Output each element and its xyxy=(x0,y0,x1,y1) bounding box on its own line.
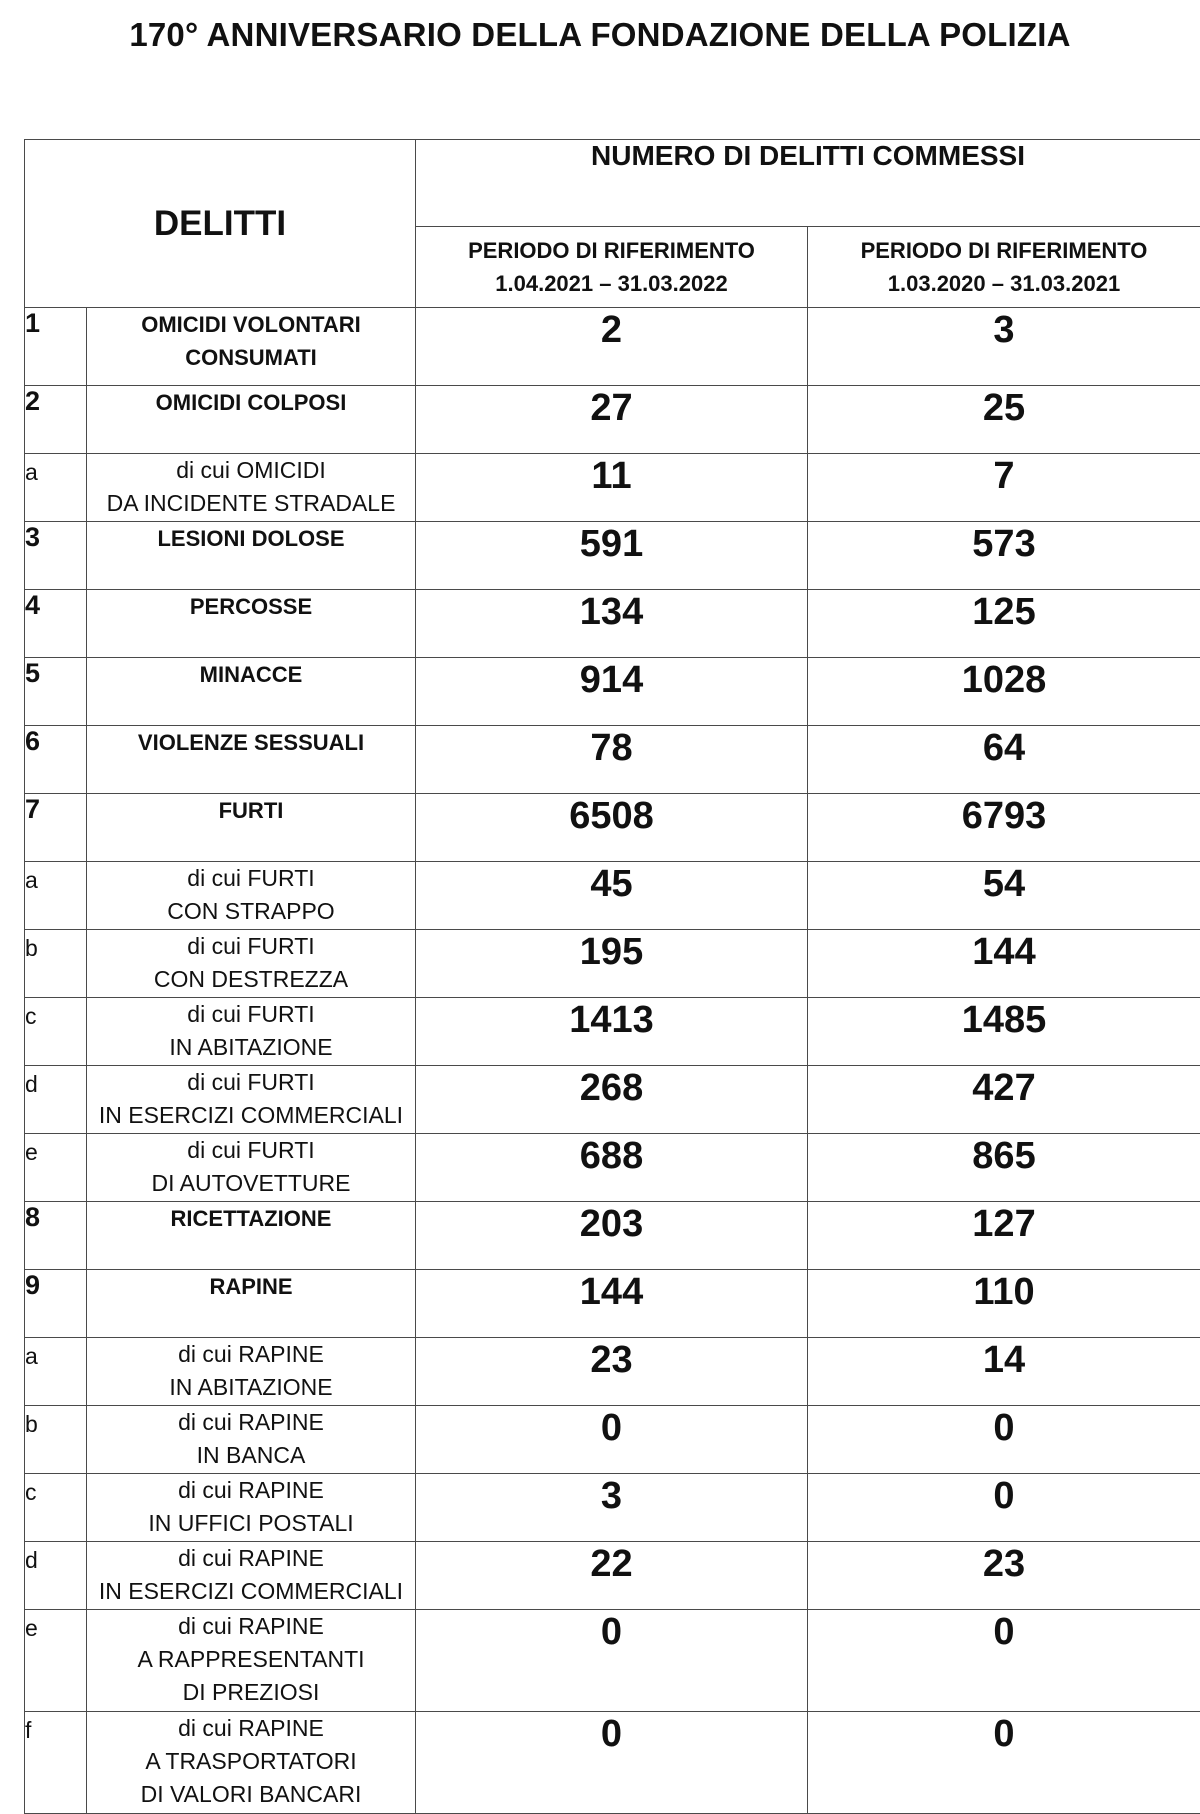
value-period-2021-2022: 78 xyxy=(416,726,808,794)
value-period-2021-2022: 2 xyxy=(416,308,808,386)
value-period-2020-2021: 110 xyxy=(808,1270,1200,1338)
value-period-2021-2022: 203 xyxy=(416,1202,808,1270)
crime-name-line: CON STRAPPO xyxy=(87,895,415,928)
crime-name xyxy=(87,1712,416,1814)
table-row xyxy=(25,522,1200,590)
table-row xyxy=(25,1406,1200,1474)
numero-delitti-header: NUMERO DI DELITTI COMMESSI xyxy=(416,140,1200,227)
table-row xyxy=(25,1542,1200,1610)
crime-name-line: di cui FURTI xyxy=(87,862,415,895)
value-period-2020-2021: 1028 xyxy=(808,658,1200,726)
table-row xyxy=(25,726,1200,794)
row-number: f xyxy=(25,1712,87,1814)
crime-name xyxy=(87,1338,416,1406)
crime-name xyxy=(87,862,416,930)
crime-name-line: RICETTAZIONE xyxy=(87,1202,415,1235)
value-period-2020-2021: 0 xyxy=(808,1712,1200,1814)
crime-name-line: di cui FURTI xyxy=(87,930,415,963)
value-period-2020-2021: 865 xyxy=(808,1134,1200,1202)
row-number: 4 xyxy=(25,590,87,658)
table-row xyxy=(25,998,1200,1066)
crime-name xyxy=(87,308,416,386)
value-period-2021-2022: 45 xyxy=(416,862,808,930)
value-period-2020-2021: 23 xyxy=(808,1542,1200,1610)
row-number: 1 xyxy=(25,308,87,386)
crime-name xyxy=(87,1202,416,1270)
row-number: e xyxy=(25,1610,87,1712)
crime-name-line: FURTI xyxy=(87,794,415,827)
crime-name-line: CON DESTREZZA xyxy=(87,963,415,996)
crime-name xyxy=(87,1134,416,1202)
row-number: a xyxy=(25,1338,87,1406)
crime-name-line: CONSUMATI xyxy=(87,341,415,374)
crime-name xyxy=(87,658,416,726)
crime-name-line: di cui FURTI xyxy=(87,1066,415,1099)
period-label: PERIODO DI RIFERIMENTO xyxy=(416,234,807,267)
crime-name-line: IN ABITAZIONE xyxy=(87,1031,415,1064)
table-row xyxy=(25,1712,1200,1814)
value-period-2020-2021: 1485 xyxy=(808,998,1200,1066)
crime-name xyxy=(87,1066,416,1134)
row-number: e xyxy=(25,1134,87,1202)
value-period-2020-2021: 54 xyxy=(808,862,1200,930)
value-period-2020-2021: 427 xyxy=(808,1066,1200,1134)
crime-name xyxy=(87,1610,416,1712)
row-number: c xyxy=(25,1474,87,1542)
period-range: 1.03.2020 – 31.03.2021 xyxy=(808,267,1200,300)
value-period-2021-2022: 6508 xyxy=(416,794,808,862)
crime-name-line: IN ABITAZIONE xyxy=(87,1371,415,1404)
value-period-2020-2021: 64 xyxy=(808,726,1200,794)
value-period-2021-2022: 1413 xyxy=(416,998,808,1066)
table-body xyxy=(25,308,1200,1814)
row-number: c xyxy=(25,998,87,1066)
row-number: 8 xyxy=(25,1202,87,1270)
crime-name-line: LESIONI DOLOSE xyxy=(87,522,415,555)
value-period-2020-2021: 0 xyxy=(808,1474,1200,1542)
crime-name-line: DI VALORI BANCARI xyxy=(87,1778,415,1811)
crime-name-line: di cui OMICIDI xyxy=(87,454,415,487)
value-period-2020-2021: 3 xyxy=(808,308,1200,386)
value-period-2020-2021: 125 xyxy=(808,590,1200,658)
crime-name xyxy=(87,590,416,658)
value-period-2021-2022: 195 xyxy=(416,930,808,998)
value-period-2020-2021: 0 xyxy=(808,1610,1200,1712)
row-number: 6 xyxy=(25,726,87,794)
table-row xyxy=(25,1066,1200,1134)
delitti-header: DELITTI xyxy=(25,140,416,308)
crime-name-line: di cui RAPINE xyxy=(87,1712,415,1745)
table-row xyxy=(25,386,1200,454)
table-header xyxy=(25,140,1200,308)
table-row xyxy=(25,930,1200,998)
row-number: 2 xyxy=(25,386,87,454)
crime-name-line: VIOLENZE SESSUALI xyxy=(87,726,415,759)
page-title: 170° ANNIVERSARIO DELLA FONDAZIONE DELLA POLIZIA xyxy=(0,16,1200,54)
crime-name-line: di cui RAPINE xyxy=(87,1338,415,1371)
crime-name-line: IN UFFICI POSTALI xyxy=(87,1507,415,1540)
value-period-2021-2022: 914 xyxy=(416,658,808,726)
value-period-2021-2022: 268 xyxy=(416,1066,808,1134)
crime-name xyxy=(87,1542,416,1610)
value-period-2021-2022: 134 xyxy=(416,590,808,658)
crime-name xyxy=(87,454,416,522)
crime-name xyxy=(87,998,416,1066)
crime-name-line: A RAPPRESENTANTI xyxy=(87,1643,415,1676)
crime-name-line: MINACCE xyxy=(87,658,415,691)
row-number: b xyxy=(25,930,87,998)
value-period-2020-2021: 573 xyxy=(808,522,1200,590)
period-label: PERIODO DI RIFERIMENTO xyxy=(808,234,1200,267)
value-period-2020-2021: 127 xyxy=(808,1202,1200,1270)
value-period-2020-2021: 144 xyxy=(808,930,1200,998)
table-row xyxy=(25,1270,1200,1338)
row-number: d xyxy=(25,1066,87,1134)
value-period-2021-2022: 22 xyxy=(416,1542,808,1610)
table-row xyxy=(25,1610,1200,1712)
value-period-2020-2021: 14 xyxy=(808,1338,1200,1406)
period-range: 1.04.2021 – 31.03.2022 xyxy=(416,267,807,300)
value-period-2020-2021: 6793 xyxy=(808,794,1200,862)
crime-name xyxy=(87,1406,416,1474)
crime-name-line: di cui RAPINE xyxy=(87,1406,415,1439)
value-period-2021-2022: 0 xyxy=(416,1406,808,1474)
value-period-2021-2022: 27 xyxy=(416,386,808,454)
crime-name xyxy=(87,726,416,794)
value-period-2021-2022: 23 xyxy=(416,1338,808,1406)
crime-name xyxy=(87,1270,416,1338)
crime-name-line: DI PREZIOSI xyxy=(87,1676,415,1709)
table-row xyxy=(25,794,1200,862)
row-number: 9 xyxy=(25,1270,87,1338)
table-row xyxy=(25,862,1200,930)
period-header-2020-2021 xyxy=(808,226,1200,308)
row-number: d xyxy=(25,1542,87,1610)
value-period-2020-2021: 7 xyxy=(808,454,1200,522)
crime-name xyxy=(87,794,416,862)
crime-name-line: IN ESERCIZI COMMERCIALI xyxy=(87,1575,415,1608)
table-row xyxy=(25,658,1200,726)
value-period-2021-2022: 591 xyxy=(416,522,808,590)
crime-name-line: di cui FURTI xyxy=(87,998,415,1031)
value-period-2021-2022: 688 xyxy=(416,1134,808,1202)
crime-name xyxy=(87,1474,416,1542)
crime-name-line: DI AUTOVETTURE xyxy=(87,1167,415,1200)
crime-name xyxy=(87,930,416,998)
value-period-2021-2022: 3 xyxy=(416,1474,808,1542)
table-row xyxy=(25,454,1200,522)
crime-name-line: OMICIDI VOLONTARI xyxy=(87,308,415,341)
table-row xyxy=(25,1202,1200,1270)
row-number: 5 xyxy=(25,658,87,726)
crime-name xyxy=(87,386,416,454)
value-period-2021-2022: 0 xyxy=(416,1610,808,1712)
crime-name-line: PERCOSSE xyxy=(87,590,415,623)
table-row xyxy=(25,308,1200,386)
value-period-2021-2022: 0 xyxy=(416,1712,808,1814)
row-number: a xyxy=(25,454,87,522)
row-number: a xyxy=(25,862,87,930)
crime-name xyxy=(87,522,416,590)
crimes-table xyxy=(24,139,1200,1814)
crime-name-line: IN BANCA xyxy=(87,1439,415,1472)
crime-name-line: RAPINE xyxy=(87,1270,415,1303)
period-header-2021-2022 xyxy=(416,226,808,308)
crime-name-line: di cui RAPINE xyxy=(87,1474,415,1507)
crime-name-line: IN ESERCIZI COMMERCIALI xyxy=(87,1099,415,1132)
crime-name-line: di cui RAPINE xyxy=(87,1542,415,1575)
table-row xyxy=(25,1474,1200,1542)
value-period-2021-2022: 144 xyxy=(416,1270,808,1338)
row-number: b xyxy=(25,1406,87,1474)
table-row xyxy=(25,1134,1200,1202)
row-number: 7 xyxy=(25,794,87,862)
table-row xyxy=(25,590,1200,658)
crime-name-line: OMICIDI COLPOSI xyxy=(87,386,415,419)
crime-name-line: A TRASPORTATORI xyxy=(87,1745,415,1778)
value-period-2021-2022: 11 xyxy=(416,454,808,522)
crime-name-line: di cui RAPINE xyxy=(87,1610,415,1643)
value-period-2020-2021: 0 xyxy=(808,1406,1200,1474)
crime-name-line: DA INCIDENTE STRADALE xyxy=(87,487,415,520)
table-row xyxy=(25,1338,1200,1406)
value-period-2020-2021: 25 xyxy=(808,386,1200,454)
crime-name-line: di cui FURTI xyxy=(87,1134,415,1167)
row-number: 3 xyxy=(25,522,87,590)
